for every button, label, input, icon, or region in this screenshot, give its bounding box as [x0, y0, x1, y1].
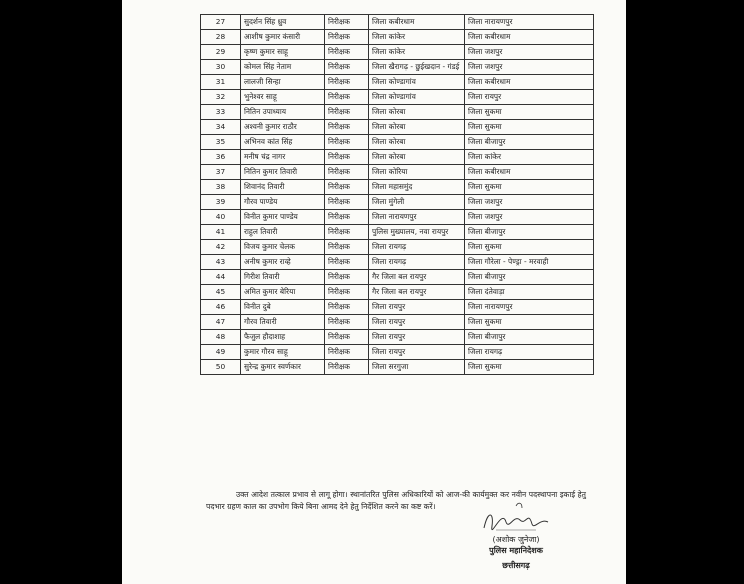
table-row	[201, 60, 594, 75]
officer-name-cell: लालजी सिन्हा	[241, 75, 325, 90]
rank-cell: निरीक्षक	[325, 30, 369, 45]
to-district-cell: जिला सुकमा	[465, 240, 594, 255]
table-row	[201, 225, 594, 240]
serial-number-cell: 33	[201, 105, 241, 120]
table-row	[201, 360, 594, 375]
to-district-cell: जिला नारायणपुर	[465, 300, 594, 315]
officer-name-cell: सुरेन्द्र कुमार स्वर्णकार	[241, 360, 325, 375]
to-district-cell: जिला बीजापुर	[465, 135, 594, 150]
officer-name-cell: मनीष चंद्र नागर	[241, 150, 325, 165]
from-district-cell: जिला रायगढ़	[369, 255, 465, 270]
to-district-cell: जिला बीजापुर	[465, 270, 594, 285]
to-district-cell: जिला कांकेर	[465, 150, 594, 165]
to-district-cell: जिला जशपुर	[465, 60, 594, 75]
transfer-table-body	[201, 15, 594, 375]
to-district-cell: जिला बीजापुर	[465, 225, 594, 240]
from-district-cell: जिला कबीरधाम	[369, 15, 465, 30]
rank-cell: निरीक्षक	[325, 15, 369, 30]
to-district-cell: जिला गौरेला - पेण्ड्रा - मरवाही	[465, 255, 594, 270]
table-row	[201, 255, 594, 270]
rank-cell: निरीक्षक	[325, 240, 369, 255]
officer-name-cell: नितिन उपाध्याय	[241, 105, 325, 120]
officer-name-cell: विनीत कुमार पाण्डेय	[241, 210, 325, 225]
from-district-cell: जिला कांकेर	[369, 30, 465, 45]
rank-cell: निरीक्षक	[325, 300, 369, 315]
rank-cell: निरीक्षक	[325, 270, 369, 285]
serial-number-cell: 46	[201, 300, 241, 315]
from-district-cell: जिला खैरागढ़ - छुईखदान - गंडई	[369, 60, 465, 75]
rank-cell: निरीक्षक	[325, 210, 369, 225]
serial-number-cell: 47	[201, 315, 241, 330]
to-district-cell: जिला जशपुर	[465, 45, 594, 60]
table-row	[201, 135, 594, 150]
rank-cell: निरीक्षक	[325, 45, 369, 60]
table-row	[201, 75, 594, 90]
rank-cell: निरीक्षक	[325, 135, 369, 150]
to-district-cell: जिला सुकमा	[465, 180, 594, 195]
to-district-cell: जिला रायपुर	[465, 90, 594, 105]
from-district-cell: जिला कोरिया	[369, 165, 465, 180]
handwritten-signature	[476, 500, 556, 536]
from-district-cell: जिला कोण्डागांव	[369, 75, 465, 90]
officer-name-cell: आशीष कुमार कंसारी	[241, 30, 325, 45]
signatory-state: छत्तीसगढ़	[502, 561, 530, 570]
signatory-name: (अशोक जुनेजा)	[492, 535, 540, 544]
rank-cell: निरीक्षक	[325, 105, 369, 120]
from-district-cell: गैर जिला बल रायपुर	[369, 285, 465, 300]
table-row	[201, 315, 594, 330]
rank-cell: निरीक्षक	[325, 315, 369, 330]
table-row	[201, 180, 594, 195]
officer-name-cell: गिरीश तिवारी	[241, 270, 325, 285]
table-row	[201, 300, 594, 315]
order-text: उक्त आदेश तत्काल प्रभाव से लागू होगा। स्थानांतरित पुलिस अधिकारियों को आज-की कार्यमुक्त कर नवीन पदस्थापना इकाई हेतु पदभार ग्रहण काल का उपभोग किये बिना आमद देने हेतु निर्देशित करने का कष्ट करें।	[206, 490, 586, 511]
officer-name-cell: राहुल तिवारी	[241, 225, 325, 240]
officer-name-cell: गौरव पाण्डेय	[241, 195, 325, 210]
table-row	[201, 15, 594, 30]
to-district-cell: जिला रायगढ़	[465, 345, 594, 360]
from-district-cell: गैर जिला बल रायपुर	[369, 270, 465, 285]
table-row	[201, 120, 594, 135]
from-district-cell: जिला कांकेर	[369, 45, 465, 60]
officer-name-cell: कृष्ण कुमार साहू	[241, 45, 325, 60]
serial-number-cell: 41	[201, 225, 241, 240]
to-district-cell: जिला जशपुर	[465, 195, 594, 210]
from-district-cell: जिला सरगुजा	[369, 360, 465, 375]
rank-cell: निरीक्षक	[325, 180, 369, 195]
rank-cell: निरीक्षक	[325, 255, 369, 270]
to-district-cell: जिला नारायणपुर	[465, 15, 594, 30]
officer-name-cell: अमित कुमार बेरिया	[241, 285, 325, 300]
serial-number-cell: 27	[201, 15, 241, 30]
officer-name-cell: नितिन कुमार तिवारी	[241, 165, 325, 180]
table-row	[201, 270, 594, 285]
serial-number-cell: 28	[201, 30, 241, 45]
rank-cell: निरीक्षक	[325, 195, 369, 210]
from-district-cell: जिला रायगढ़	[369, 240, 465, 255]
serial-number-cell: 30	[201, 60, 241, 75]
serial-number-cell: 45	[201, 285, 241, 300]
to-district-cell: जिला कबीरधाम	[465, 30, 594, 45]
from-district-cell: जिला नारायणपुर	[369, 210, 465, 225]
rank-cell: निरीक्षक	[325, 330, 369, 345]
from-district-cell: जिला कोण्डागांव	[369, 90, 465, 105]
officer-name-cell: विनीत दुबे	[241, 300, 325, 315]
signatory-designation: पुलिस महानिदेशक	[489, 546, 543, 555]
serial-number-cell: 44	[201, 270, 241, 285]
table-row	[201, 240, 594, 255]
serial-number-cell: 38	[201, 180, 241, 195]
table-row	[201, 90, 594, 105]
to-district-cell: जिला सुकमा	[465, 120, 594, 135]
serial-number-cell: 31	[201, 75, 241, 90]
from-district-cell: जिला रायपुर	[369, 300, 465, 315]
officer-name-cell: कोमल सिंह नेताम	[241, 60, 325, 75]
officer-name-cell: फैजुल हौदाशाह	[241, 330, 325, 345]
to-district-cell: जिला जशपुर	[465, 210, 594, 225]
serial-number-cell: 32	[201, 90, 241, 105]
serial-number-cell: 50	[201, 360, 241, 375]
to-district-cell: जिला सुकमा	[465, 360, 594, 375]
rank-cell: निरीक्षक	[325, 360, 369, 375]
to-district-cell: जिला कबीरधाम	[465, 165, 594, 180]
table-row	[201, 285, 594, 300]
from-district-cell: जिला कोरबा	[369, 105, 465, 120]
rank-cell: निरीक्षक	[325, 60, 369, 75]
document-page	[122, 0, 626, 584]
rank-cell: निरीक्षक	[325, 345, 369, 360]
from-district-cell: पुलिस मुख्यालय, नवा रायपुर	[369, 225, 465, 240]
serial-number-cell: 39	[201, 195, 241, 210]
table-row	[201, 210, 594, 225]
from-district-cell: जिला कोरबा	[369, 135, 465, 150]
from-district-cell: जिला कोरबा	[369, 120, 465, 135]
from-district-cell: जिला मुंगेली	[369, 195, 465, 210]
to-district-cell: जिला कबीरधाम	[465, 75, 594, 90]
from-district-cell: जिला महासमुंद	[369, 180, 465, 195]
table-row	[201, 330, 594, 345]
serial-number-cell: 34	[201, 120, 241, 135]
to-district-cell: जिला सुकमा	[465, 315, 594, 330]
from-district-cell: जिला कोरबा	[369, 150, 465, 165]
officer-name-cell: विजय कुमार चेलक	[241, 240, 325, 255]
rank-cell: निरीक्षक	[325, 90, 369, 105]
to-district-cell: जिला बीजापुर	[465, 330, 594, 345]
rank-cell: निरीक्षक	[325, 165, 369, 180]
serial-number-cell: 29	[201, 45, 241, 60]
to-district-cell: जिला सुकमा	[465, 105, 594, 120]
rank-cell: निरीक्षक	[325, 225, 369, 240]
serial-number-cell: 36	[201, 150, 241, 165]
officer-name-cell: अश्वनी कुमार राठौर	[241, 120, 325, 135]
officer-name-cell: कुमार गौरव साहू	[241, 345, 325, 360]
serial-number-cell: 40	[201, 210, 241, 225]
serial-number-cell: 43	[201, 255, 241, 270]
rank-cell: निरीक्षक	[325, 285, 369, 300]
to-district-cell: जिला दंतेवाड़ा	[465, 285, 594, 300]
serial-number-cell: 42	[201, 240, 241, 255]
table-row	[201, 30, 594, 45]
table-row	[201, 150, 594, 165]
from-district-cell: जिला रायपुर	[369, 345, 465, 360]
serial-number-cell: 37	[201, 165, 241, 180]
officer-name-cell: शिवानंद तिवारी	[241, 180, 325, 195]
serial-number-cell: 49	[201, 345, 241, 360]
from-district-cell: जिला रायपुर	[369, 330, 465, 345]
rank-cell: निरीक्षक	[325, 120, 369, 135]
serial-number-cell: 35	[201, 135, 241, 150]
officer-name-cell: अनीष कुमार राव्हे	[241, 255, 325, 270]
table-row	[201, 165, 594, 180]
rank-cell: निरीक्षक	[325, 150, 369, 165]
officer-name-cell: भुनेश्वर साहू	[241, 90, 325, 105]
serial-number-cell: 48	[201, 330, 241, 345]
table-row	[201, 345, 594, 360]
table-row	[201, 105, 594, 120]
rank-cell: निरीक्षक	[325, 75, 369, 90]
table-row	[201, 195, 594, 210]
transfer-table	[200, 14, 594, 375]
officer-name-cell: अभिनव कांत सिंह	[241, 135, 325, 150]
officer-name-cell: सुदर्शन सिंह ध्रुव	[241, 15, 325, 30]
table-row	[201, 45, 594, 60]
signature-block	[456, 500, 576, 580]
officer-name-cell: गौरव तिवारी	[241, 315, 325, 330]
from-district-cell: जिला रायपुर	[369, 315, 465, 330]
